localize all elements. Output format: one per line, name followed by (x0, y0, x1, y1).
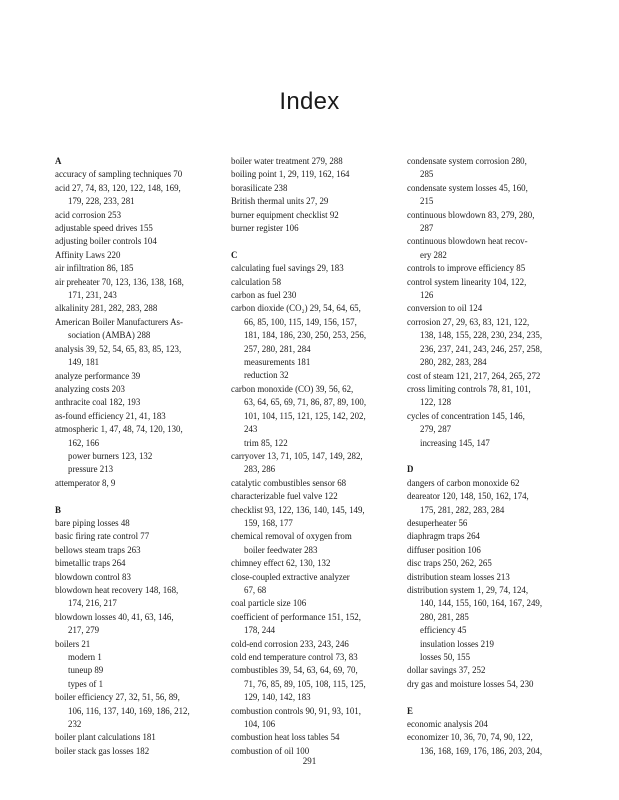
index-entry: carbon as fuel 230 (231, 290, 297, 301)
page-number: 291 (302, 756, 317, 766)
index-entry: alkalinity 281, 282, 283, 288 (55, 303, 158, 314)
index-entry: bimetallic traps 264 (55, 558, 126, 569)
index-entry: chimney effect 62, 130, 132 (231, 558, 331, 569)
index-section-letter: A (55, 156, 62, 166)
index-subentry: types of 1 (68, 678, 104, 689)
index-entry: air infiltration 86, 185 (55, 263, 134, 274)
index-entry: continuous blowdown heat recov- (407, 236, 528, 247)
index-subentry: reduction 32 (244, 370, 289, 381)
index-entry: cycles of concentration 145, 146, (407, 410, 525, 421)
index-entry: as-found efficiency 21, 41, 183 (55, 410, 166, 421)
index-entry: checklist 93, 122, 136, 140, 145, 149, (231, 504, 365, 515)
index-entry: blowdown losses 40, 41, 63, 146, (55, 611, 174, 622)
index-entry: condensate system corrosion 280, (407, 156, 527, 166)
index-subentry: 178, 244 (244, 625, 276, 636)
index-subentry: 175, 281, 282, 283, 284 (420, 504, 505, 515)
index-entry: analyze performance 39 (55, 370, 141, 381)
index-subentry: 159, 168, 177 (244, 517, 293, 528)
index-section-letter: E (407, 705, 413, 716)
index-entry: atmospheric 1, 47, 48, 74, 120, 130, (55, 424, 183, 435)
index-subentry: 215 (420, 196, 434, 207)
index-subentry: 179, 228, 233, 281 (68, 196, 135, 207)
index-subentry: 232 (68, 719, 82, 730)
index-entry: blowdown control 83 (55, 571, 131, 582)
page-title: Index (279, 88, 340, 115)
index-subentry: 104, 106 (244, 719, 276, 730)
index-entry: boiler efficiency 27, 32, 51, 56, 89, (55, 692, 180, 703)
index-entry: cold-end corrosion 233, 243, 246 (231, 638, 349, 649)
index-entry: combustion heat loss tables 54 (231, 732, 340, 743)
index-entry: adjusting boiler controls 104 (55, 236, 157, 247)
index-entry: control system linearity 104, 122, (407, 276, 527, 287)
index-entry: diffuser position 106 (407, 544, 481, 555)
index-entry: American Boiler Manufacturers As- (55, 316, 183, 327)
index-entry: coefficient of performance 151, 152, (231, 611, 361, 622)
index-entry: diaphragm traps 264 (407, 531, 480, 542)
index-entry: boiler water treatment 279, 288 (231, 156, 343, 166)
index-subentry: 280, 281, 285 (420, 611, 469, 622)
index-entry: deareator 120, 148, 150, 162, 174, (407, 491, 529, 502)
index-entry: boiler stack gas losses 182 (55, 745, 150, 756)
index-section-letter: C (231, 249, 238, 260)
index-entry: economizer 10, 36, 70, 74, 90, 122, (407, 732, 533, 743)
index-entry: condensate system losses 45, 160, (407, 182, 528, 193)
index-entry: boiler plant calculations 181 (55, 732, 156, 743)
section-spacer (407, 450, 582, 463)
index-entry: dangers of carbon monoxide 62 (407, 477, 520, 488)
index-entry: coal particle size 106 (231, 598, 307, 609)
index-entry: close-coupled extractive analyzer (231, 571, 350, 582)
index-entry: distribution system 1, 29, 74, 124, (407, 584, 529, 595)
index-entry: analysis 39, 52, 54, 65, 83, 85, 123, (55, 343, 182, 354)
index-subentry: 174, 216, 217 (68, 598, 117, 609)
index-subentry: 66, 85, 100, 115, 149, 156, 157, (244, 316, 357, 327)
index-entry: boilers 21 (55, 638, 91, 649)
index-entry: cold end temperature control 73, 83 (231, 652, 358, 663)
index-subentry: 67, 68 (244, 584, 267, 595)
index-entry: economic analysis 204 (407, 719, 488, 730)
index-subentry: power burners 123, 132 (68, 450, 153, 461)
index-entry: basic firing rate control 77 (55, 531, 150, 542)
index-section-letter: B (55, 504, 61, 515)
index-entry: anthracite coal 182, 193 (55, 397, 141, 408)
index-entry: disc traps 250, 262, 265 (407, 558, 492, 569)
index-subentry: 285 (420, 169, 434, 180)
index-subentry: 287 (420, 223, 434, 234)
index-entry: adjustable speed drives 155 (55, 223, 153, 234)
index-subentry: efficiency 45 (420, 625, 467, 636)
index-column-3 (407, 155, 582, 758)
index-subentry: pressure 213 (68, 464, 114, 475)
index-entry: continuous blowdown 83, 279, 280, (407, 209, 535, 220)
index-subentry: 140, 144, 155, 160, 164, 167, 249, (420, 598, 543, 609)
index-subentry: 279, 287 (420, 424, 452, 435)
index-entry: air preheater 70, 123, 136, 138, 168, (55, 276, 184, 287)
index-entry: calculating fuel savings 29, 183 (231, 263, 344, 274)
index-entry: accuracy of sampling techniques 70 (55, 169, 183, 180)
index-entry: characterizable fuel valve 122 (231, 491, 338, 502)
index-subentry: 171, 231, 243 (68, 290, 117, 301)
section-spacer (231, 235, 399, 248)
section-spacer (407, 691, 582, 704)
index-entry: corrosion 27, 29, 63, 83, 121, 122, (407, 316, 530, 327)
index-entry: desuperheater 56 (407, 517, 468, 528)
index-subentry: 136, 168, 169, 176, 186, 203, 204, (420, 745, 543, 756)
index-subentry: 243 (244, 424, 258, 435)
index-section-letter: D (407, 464, 414, 475)
index-subentry: 71, 76, 85, 89, 105, 108, 115, 125, (244, 678, 366, 689)
index-entry: British thermal units 27, 29 (231, 196, 329, 207)
index-entry: Affinity Laws 220 (55, 249, 121, 260)
index-entry: carbon monoxide (CO) 39, 56, 62, (231, 383, 354, 394)
index-subentry: 149, 181 (68, 357, 100, 368)
index-subentry: 162, 166 (68, 437, 100, 448)
index-entry: calculation 58 (231, 276, 282, 287)
index-subentry: losses 50, 155 (420, 652, 471, 663)
index-entry: distribution steam losses 213 (407, 571, 510, 582)
index-subentry: trim 85, 122 (244, 437, 288, 448)
index-entry: boiling point 1, 29, 119, 162, 164 (231, 169, 350, 180)
index-subentry: tuneup 89 (68, 665, 104, 676)
index-subentry: 106, 116, 137, 140, 169, 186, 212, (68, 705, 190, 716)
index-entry: combustion of oil 100 (231, 745, 310, 756)
index-entry: controls to improve efficiency 85 (407, 263, 526, 274)
index-subentry: 122, 128 (420, 397, 452, 408)
index-column-1 (55, 155, 223, 758)
index-subentry: ery 282 (420, 249, 447, 260)
index-subentry: insulation losses 219 (420, 638, 494, 649)
index-entry: bare piping losses 48 (55, 517, 130, 528)
index-subentry: 126 (420, 290, 434, 301)
index-entry: chemical removal of oxygen from (231, 531, 352, 542)
index-entry: acid corrosion 253 (55, 209, 122, 220)
index-entry: burner register 106 (231, 223, 299, 234)
index-subentry: 283, 286 (244, 464, 276, 475)
index-entry: bellows steam traps 263 (55, 544, 141, 555)
index-subentry: sociation (AMBA) 288 (68, 330, 151, 341)
index-entry: conversion to oil 124 (407, 303, 483, 314)
index-entry: dry gas and moisture losses 54, 230 (407, 678, 534, 689)
index-subentry: measurements 181 (244, 357, 311, 368)
index-subentry: 129, 140, 142, 183 (244, 692, 311, 703)
index-entry: carryover 13, 71, 105, 147, 149, 282, (231, 450, 363, 461)
index-entry: cross limiting controls 78, 81, 101, (407, 383, 531, 394)
index-column-2 (231, 155, 399, 758)
index-entry: combustion controls 90, 91, 93, 101, (231, 705, 361, 716)
index-entry: combustibles 39, 54, 63, 64, 69, 70, (231, 665, 358, 676)
index-subentry: 101, 104, 115, 121, 125, 142, 202, (244, 410, 366, 421)
index-subentry: 138, 148, 155, 228, 230, 234, 235, (420, 330, 543, 341)
index-entry: analyzing costs 203 (55, 383, 125, 394)
index-subentry: boiler feedwater 283 (244, 544, 318, 555)
index-subentry: 236, 237, 241, 243, 246, 257, 258, (420, 343, 543, 354)
index-subentry: 280, 282, 283, 284 (420, 357, 487, 368)
index-entry: dollar savings 37, 252 (407, 665, 486, 676)
index-entry: acid 27, 74, 83, 120, 122, 148, 169, (55, 182, 181, 193)
index-subentry: 217, 279 (68, 625, 100, 636)
index-entry: cost of steam 121, 217, 264, 265, 272 (407, 370, 541, 381)
index-entry: borasilicate 238 (231, 182, 288, 193)
index-entry: catalytic combustibles sensor 68 (231, 477, 347, 488)
index-entry: attemperator 8, 9 (55, 477, 116, 488)
index-subentry: 257, 280, 281, 284 (244, 343, 311, 354)
index-subentry: 181, 184, 186, 230, 250, 253, 256, (244, 330, 367, 341)
index-subentry: 63, 64, 65, 69, 71, 86, 87, 89, 100, (244, 397, 367, 408)
index-entry: burner equipment checklist 92 (231, 209, 339, 220)
section-spacer (55, 490, 223, 503)
index-entry: blowdown heat recovery 148, 168, (55, 584, 179, 595)
index-entry: carbon dioxide (CO₂) 29, 54, 64, 65, (231, 303, 361, 314)
index-subentry: increasing 145, 147 (420, 437, 490, 448)
index-subentry: modern 1 (68, 652, 102, 663)
